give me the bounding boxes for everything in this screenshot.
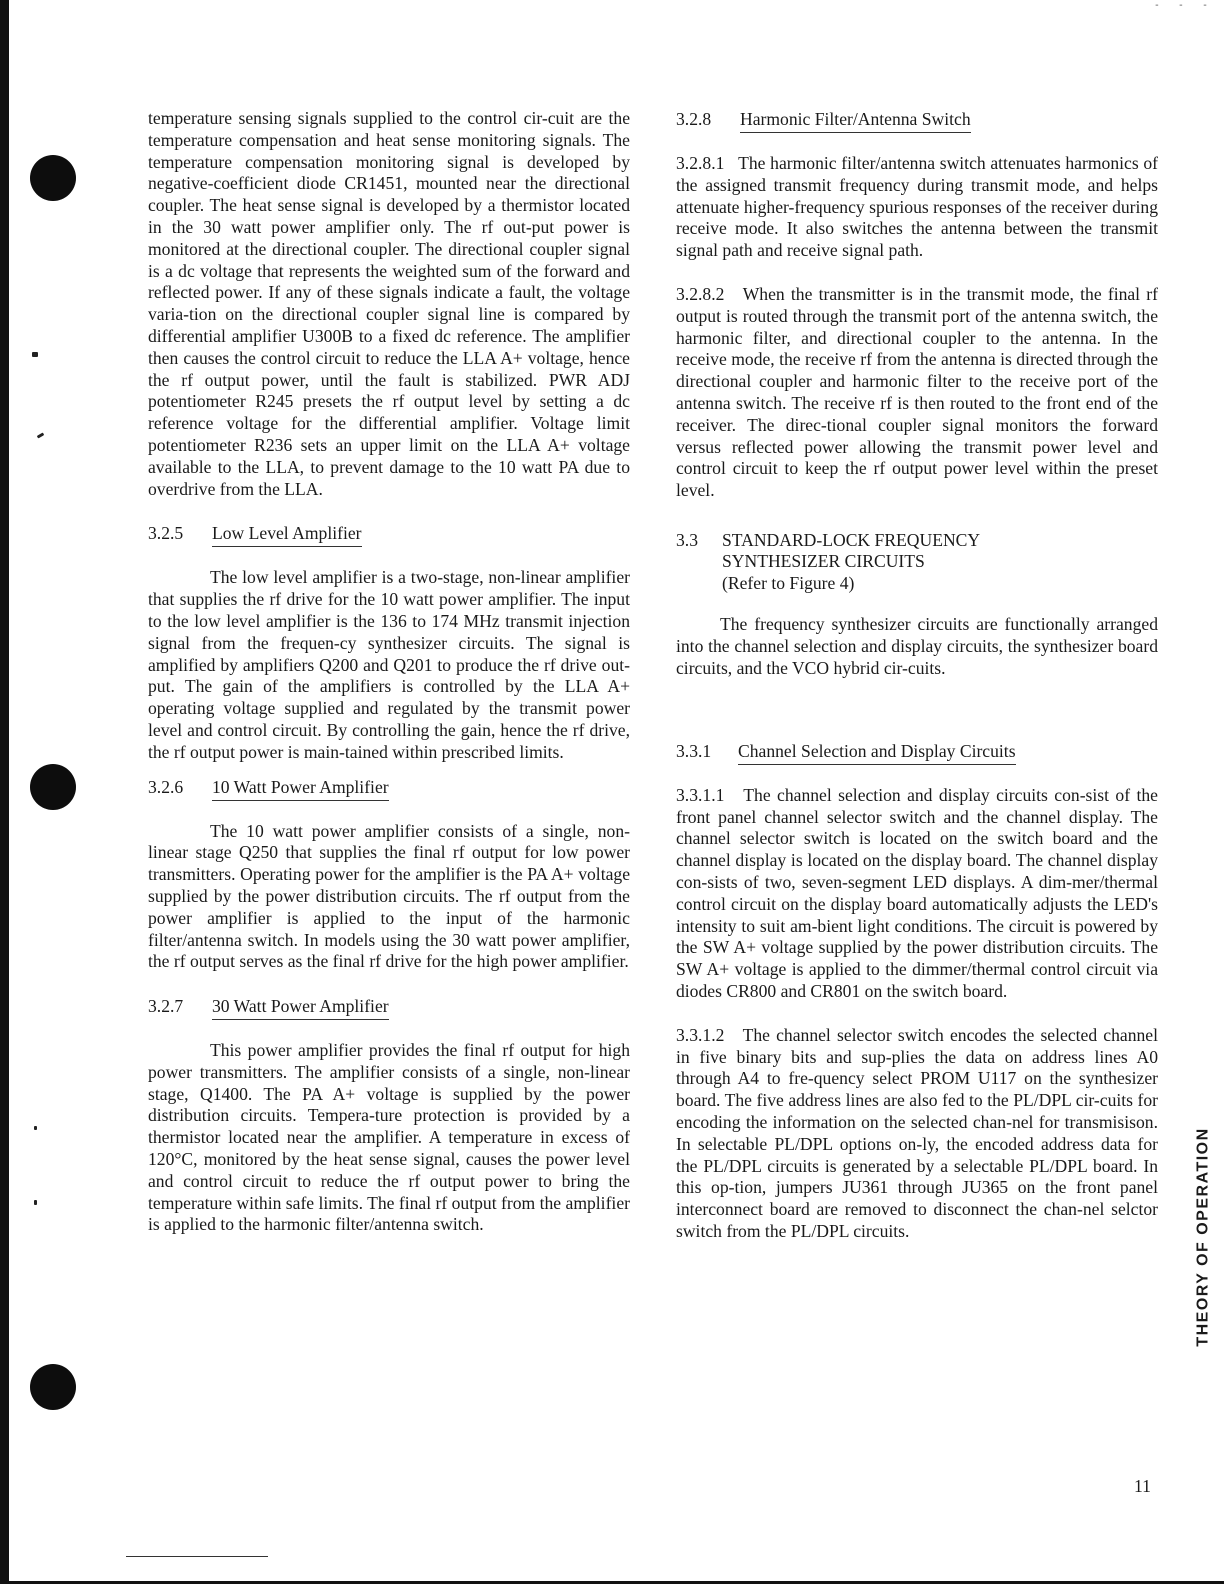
intro-paragraph: temperature sensing signals supplied to the control cir-cuit are the temperature compensation and heat sense monitoring signals. The temperature compensation monitoring signal is developed by negative-coefficient diode CR1451, mounted near the directional coupler. The heat sense signal is developed by a thermistor located in the 30 watt power amplifier only. The rf out-put power is monitored at the directional coupler. The directional coupler signal is a dc voltage that represents the weighted sum of the forward and reflected power. If any of these signals indicate a fault, the voltage varia-tion on the directional coupler signal line is compared by differential amplifier U300B to a fixed dc reference. The amplifier then causes the control circuit to reduce the LLA A+ voltage, hence the rf output power, until the fault is stabilized. PWR ADJ potentiometer R245 presets the rf output level by setting a dc reference voltage for the differential amplifier. Voltage limit potentiometer R236 sets an upper limit on the LLA A+ voltage available to the LLA, to prevent damage to the 10 watt PA due to overdrive from the LLA.: [148, 108, 630, 499]
section-side-tab: [1192, 1124, 1216, 1350]
figure-reference: (Refer to Figure 4): [722, 572, 855, 593]
scan-top-marks: - - -: [1153, 0, 1214, 11]
section-number: 3.2.8: [676, 109, 712, 129]
page-number: 11: [1134, 1476, 1151, 1496]
paragraph-text: The harmonic filter/antenna switch attenuates harmonics of the assigned transmit frequency during transmit mode, and helps attenuate higher-frequency spurious responses of the receiver during receive mode. It also switches the antenna between the transmit signal path and receive signal path.: [676, 153, 1158, 261]
section-title: Channel Selection and Display Circuits: [738, 740, 1016, 765]
section-number: 3.3.1: [676, 740, 712, 761]
scan-speck: [34, 1200, 37, 1205]
paragraph-3-2-8-2: [676, 284, 1158, 502]
section-title-line: STANDARD-LOCK FREQUENCY: [722, 529, 981, 550]
section-number: 3.3: [676, 529, 698, 550]
scan-left-edge: [0, 0, 9, 1584]
section-title: Low Level Amplifier: [212, 522, 362, 547]
paragraph-number: 3.3.1.1: [676, 784, 725, 805]
footer-rule: [126, 1556, 268, 1557]
paragraph-number: 3.2.8.1: [676, 153, 725, 173]
section-3-3-1-heading: [676, 740, 1158, 765]
paragraph-3-3-1-1: [676, 785, 1158, 1003]
section-number: 3.2.5: [148, 523, 184, 544]
side-tab-label: THEORY OF OPERATION: [1195, 1127, 1213, 1347]
binder-hole: [30, 1364, 76, 1410]
scan-speck: [32, 352, 38, 357]
section-title: 10 Watt Power Amplifier: [212, 776, 389, 801]
paragraph-3-2-8-1: [676, 153, 1158, 262]
section-3-3-heading: [676, 530, 1158, 595]
section-3-3-body: The frequency synthesizer circuits are functionally arranged into the channel selection and display circuits, the synthesizer board circuits, and the VCO hybrid cir-cuits.: [676, 614, 1158, 679]
section-3-2-6-heading: [148, 776, 630, 801]
section-3-2-7-body: This power amplifier provides the final rf output for high power transmitters. The amplifier consists of a single, non-linear stage, Q1400. The PA A+ voltage is supplied by the power distribution circuits. Tempera-ture protection is provided by a thermistor located near the amplifier. A temperature in excess of 120°C, monitored by the heat sense signal, causes the power level and control circuit to reduce the rf output power to bring the temperature within safe limits. The final rf output from the amplifier is applied to the harmonic filter/antenna switch.: [148, 1040, 630, 1235]
paragraph-number: 3.2.8.2: [676, 283, 725, 304]
section-title-line: SYNTHESIZER CIRCUITS: [722, 551, 925, 572]
paragraph-3-3-1-2: [676, 1025, 1158, 1243]
section-3-2-6-body: The 10 watt power amplifier consists of a single, non-linear stage Q250 that supplies the final rf output for low power transmitters. Operating power for the amplifier is the PA A+ voltage supplied by the power distribution circuits. The rf output from the power amplifier is applied to the input of the harmonic filter/antenna switch. In models using the 30 watt power amplifier, the rf output serves as the final rf drive for the high power amplifier.: [148, 820, 630, 972]
scan-speck: [34, 1126, 37, 1130]
section-3-2-7-heading: [148, 995, 630, 1020]
paragraph-number: 3.3.1.2: [676, 1024, 725, 1045]
paragraph-text: The channel selector switch encodes the selected channel in five binary bits and sup-plies the data on address lines A0 through A4 to fre-quency select PROM U117 on the synthesizer board. The five address lines are also fed to the PL/DPL cir-cuits for encoding the information on the selected chan-nel for transmisison. In selectable PL/DPL options on-ly, the encoded address data for the PL/DPL circuits is generated by a selectable PL/DPL board. In this op-tion, jumpers JU361 through JU365 on the front panel interconnect board are removed to disconnect the chan-nel selctor switch from the PL/DPL circuits.: [676, 1024, 1158, 1241]
section-title: Harmonic Filter/Antenna Switch: [740, 108, 971, 133]
paragraph-text: The channel selection and display circuits con-sist of the front panel channel selector switch and the channel display. The channel selector switch is located on the switch board and the channel display is located on the display board. The channel display con-sists of two, seven-segment LED displays. A dim-mer/thermal control circuit on the display board automatically adjusts the LED's intensity to suit am-bient light conditions. The circuit is powered by the SW A+ voltage supplied by the power distribution circuits. The SW A+ voltage is applied to the dimmer/thermal control circuit via diodes CR800 and CR801 on the switch board.: [676, 784, 1158, 1002]
binder-hole: [30, 155, 76, 201]
left-column: [148, 108, 630, 1236]
binder-hole: [30, 764, 76, 810]
section-3-2-5-body: The low level amplifier is a two-stage, non-linear amplifier that supplies the rf drive for the 10 watt power amplifier. The input to the low level amplifier is the 136 to 174 MHz transmit injection signal from the frequen-cy synthesizer circuits. The signal is amplified by amplifiers Q200 and Q201 to produce the rf drive out-put. The gain of the amplifiers is controlled by the LLA A+ operating voltage supplied and regulated by the transmit power level and control circuit. By controlling the gain, hence the rf drive, the rf output power is main-tained within prescribed limits.: [148, 567, 630, 762]
right-column: [676, 108, 1158, 1243]
section-title: 30 Watt Power Amplifier: [212, 995, 389, 1020]
section-number: 3.2.7: [148, 996, 184, 1017]
section-number: 3.2.6: [148, 776, 184, 797]
section-3-2-8-heading: [676, 108, 1158, 133]
paragraph-text: When the transmitter is in the transmit mode, the final rf output is routed through the transmit port of the antenna switch, the harmonic filter, and directional coupler to the antenna. In the receive mode, the receive rf from the antenna is directed through the directional coupler and harmonic filter to the receive port of the antenna switch. The receive rf is then routed to the front end of the receiver. The direc-tional coupler signal monitors the forward versus reflected power allowing the transmit power level and control circuit to keep the rf output power level within the preset level.: [676, 283, 1158, 501]
section-title-block: [722, 530, 980, 595]
section-3-2-5-heading: [148, 522, 630, 547]
scan-speck: [37, 432, 45, 438]
